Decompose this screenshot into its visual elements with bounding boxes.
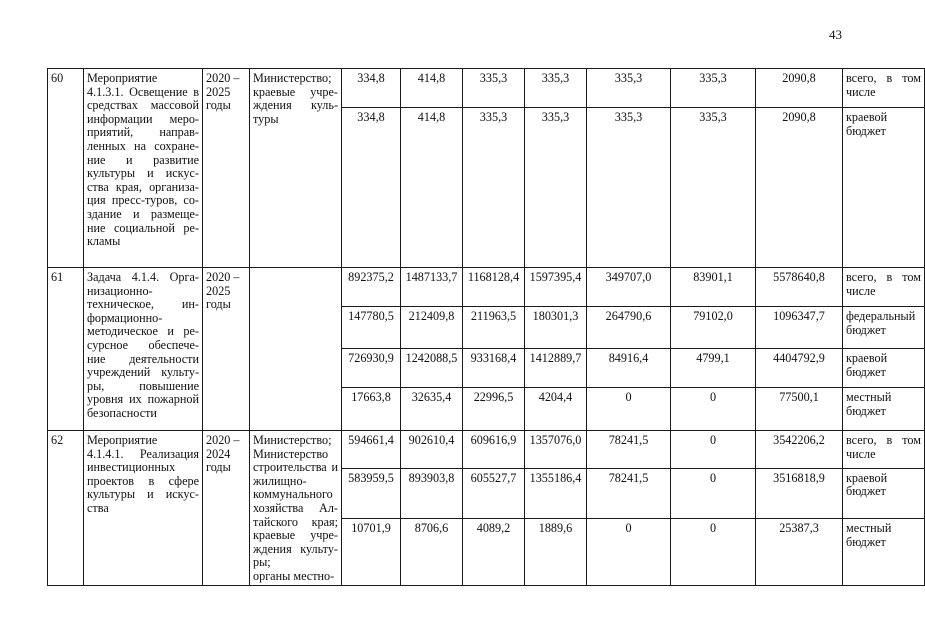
year-2021-value: 893903,8 (401, 468, 463, 518)
table-row (48, 69, 925, 108)
funding-source-line: краевой (846, 110, 888, 124)
year-2020-value: 17663,8 (342, 388, 401, 431)
year-2022-value: 335,3 (463, 108, 525, 268)
year-2022-value: 211963,5 (463, 307, 525, 349)
executor-line: ры; (253, 555, 271, 570)
funding-source-line: бюджет (846, 364, 886, 379)
year-2022-value: 4089,2 (463, 519, 525, 585)
year-2020-value: 334,8 (342, 69, 401, 108)
page-number: 43 (829, 27, 842, 42)
activity-name-line: Мероприятие (87, 433, 158, 447)
total-value: 3516818,9 (756, 468, 843, 518)
activity-name-line: Задача 4.1.4. Орга- (87, 270, 199, 284)
activity-name (84, 268, 203, 431)
funding-source (843, 268, 925, 307)
year-2024-value: 78241,5 (587, 431, 671, 469)
year-2024-value: 0 (587, 519, 671, 585)
activity-name (84, 431, 203, 586)
funding-source-line: всего, в том (846, 270, 921, 284)
activity-name-line: техническое, ин- (87, 297, 199, 312)
year-2023-value: 1412889,7 (525, 349, 587, 388)
year-2021-value: 414,8 (401, 69, 463, 108)
executor-line: тайского края; (253, 514, 338, 529)
executor-line: строительства и (253, 460, 338, 475)
activity-name-line: Мероприятие (87, 71, 158, 85)
activity-name-line: безопасности (87, 405, 157, 420)
activity-name-line: ства края, организа- (87, 179, 199, 194)
table-row (48, 431, 925, 469)
year-2020-value: 583959,5 (342, 468, 401, 518)
year-2025-value: 335,3 (671, 69, 756, 108)
activity-name-line: приятий, направ- (87, 125, 199, 140)
year-2022-value: 1168128,4 (463, 268, 525, 307)
executor-line: жилищно- (253, 473, 307, 488)
activity-name-line: низационно- (87, 283, 153, 298)
funding-source-line: бюджет (846, 322, 886, 337)
executor-line: краевые учре- (253, 84, 338, 99)
period (203, 69, 250, 268)
funding-source (843, 468, 925, 518)
funding-source (843, 431, 925, 469)
funding-source-line: бюджет (846, 123, 886, 138)
funding-source-line: всего, в том (846, 433, 921, 447)
activity-name-line: инвестиционных (87, 460, 176, 475)
activity-name-line: ние социальной ре- (87, 220, 199, 235)
executor (250, 69, 342, 268)
period-line: годы (206, 460, 231, 475)
year-2020-value: 147780,5 (342, 307, 401, 349)
funding-source-line: краевой (846, 470, 888, 485)
activity-name-line: ленных на сохране- (87, 138, 199, 153)
year-2025-value: 335,3 (671, 108, 756, 268)
funding-source-line: местный (846, 390, 892, 404)
funding-source-line: бюджет (846, 484, 886, 499)
activity-name-line: кламы (87, 234, 121, 249)
period-line: 2025 (206, 84, 231, 99)
year-2023-value: 4204,4 (525, 388, 587, 431)
year-2021-value: 1242088,5 (401, 349, 463, 388)
year-2024-value: 335,3 (587, 69, 671, 108)
table-body (48, 69, 925, 586)
year-2022-value: 609616,9 (463, 431, 525, 469)
year-2023-value: 1357076,0 (525, 431, 587, 469)
total-value: 1096347,7 (756, 307, 843, 349)
year-2021-value: 1487133,7 (401, 268, 463, 307)
activity-name-line: информации меро- (87, 111, 199, 126)
year-2022-value: 22996,5 (463, 388, 525, 431)
period-line: 2020 – (206, 71, 240, 85)
year-2025-value: 0 (671, 468, 756, 518)
year-2021-value: 414,8 (401, 108, 463, 268)
funding-source (843, 388, 925, 431)
year-2024-value: 84916,4 (587, 349, 671, 388)
activity-name-line: уровня их пожарной (87, 392, 199, 407)
year-2023-value: 180301,3 (525, 307, 587, 349)
year-2020-value: 594661,4 (342, 431, 401, 469)
activity-name-line: сурсное обеспече- (87, 337, 199, 352)
funding-source (843, 307, 925, 349)
year-2023-value: 335,3 (525, 69, 587, 108)
executor-line: туры (253, 111, 279, 126)
funding-source-line: бюджет (846, 534, 886, 549)
year-2022-value: 335,3 (463, 69, 525, 108)
activity-name-line: 4.1.3.1. Освещение в (87, 84, 199, 99)
period-line: 2020 – (206, 433, 240, 447)
year-2023-value: 335,3 (525, 108, 587, 268)
activity-name-line: учреждений культу- (87, 365, 199, 380)
activity-name-line: средствах массовой (87, 98, 199, 113)
year-2025-value: 4799,1 (671, 349, 756, 388)
budget-table (47, 68, 925, 586)
total-value: 4404792,9 (756, 349, 843, 388)
funding-source-line: числе (846, 283, 876, 298)
period-line: 2025 (206, 283, 231, 298)
funding-source-line: краевой (846, 351, 888, 365)
funding-source-line: местный (846, 521, 892, 536)
activity-name-line: проектов в сфере (87, 473, 199, 488)
year-2021-value: 32635,4 (401, 388, 463, 431)
period (203, 431, 250, 586)
funding-source-line: числе (846, 84, 876, 99)
row-number: 62 (48, 431, 84, 586)
total-value: 77500,1 (756, 388, 843, 431)
executor-line: краевые учре- (253, 528, 338, 543)
executor (250, 268, 342, 431)
period-line: 2024 (206, 446, 231, 461)
year-2021-value: 212409,8 (401, 307, 463, 349)
year-2025-value: 79102,0 (671, 307, 756, 349)
total-value: 3542206,2 (756, 431, 843, 469)
executor-line: ждения культу- (253, 541, 338, 556)
total-value: 2090,8 (756, 69, 843, 108)
year-2025-value: 83901,1 (671, 268, 756, 307)
year-2023-value: 1597395,4 (525, 268, 587, 307)
activity-name-line: здание и размеще- (87, 206, 199, 221)
funding-source (843, 69, 925, 108)
executor-line: Министерство (253, 446, 329, 461)
total-value: 25387,3 (756, 519, 843, 585)
year-2024-value: 78241,5 (587, 468, 671, 518)
period (203, 268, 250, 431)
year-2020-value: 334,8 (342, 108, 401, 268)
total-value: 5578640,8 (756, 268, 843, 307)
executor-line: Министерство; (253, 71, 332, 85)
activity-name-line: ция пресс-туров, со- (87, 193, 199, 208)
activity-name-line: ние деятельности (87, 351, 199, 366)
year-2023-value: 1355186,4 (525, 468, 587, 518)
year-2021-value: 8706,6 (401, 519, 463, 585)
executor (250, 431, 342, 586)
funding-source-line: числе (846, 446, 876, 461)
executor-line: коммунального (253, 487, 333, 502)
year-2020-value: 726930,9 (342, 349, 401, 388)
executor-line: Министерство; (253, 433, 332, 447)
activity-name-line: 4.1.4.1. Реализация (87, 446, 199, 461)
activity-name-line: ры, повышение (87, 378, 199, 393)
executor-line: ждения куль- (253, 98, 338, 113)
year-2020-value: 10701,9 (342, 519, 401, 585)
activity-name-line: ства (87, 500, 109, 515)
year-2025-value: 0 (671, 519, 756, 585)
funding-source-line: всего, в том (846, 71, 921, 85)
funding-source (843, 108, 925, 268)
year-2024-value: 0 (587, 388, 671, 431)
period-line: годы (206, 297, 231, 312)
year-2020-value: 892375,2 (342, 268, 401, 307)
total-value: 2090,8 (756, 108, 843, 268)
activity-name-line: формационно- (87, 310, 163, 325)
activity-name-line: методическое и ре- (87, 324, 199, 339)
year-2022-value: 933168,4 (463, 349, 525, 388)
executor-line: органы местно- (253, 568, 335, 583)
year-2024-value: 335,3 (587, 108, 671, 268)
activity-name-line: ние и развитие (87, 152, 199, 167)
year-2023-value: 1889,6 (525, 519, 587, 585)
funding-source-line: бюджет (846, 403, 886, 418)
period-line: 2020 – (206, 270, 240, 284)
executor-line: хозяйства Ал- (253, 500, 338, 515)
table-row (48, 268, 925, 307)
funding-source-line: федеральный (846, 309, 916, 323)
funding-source (843, 519, 925, 585)
year-2024-value: 264790,6 (587, 307, 671, 349)
activity-name-line: культуры и искус- (87, 166, 199, 181)
year-2025-value: 0 (671, 431, 756, 469)
period-line: годы (206, 98, 231, 113)
funding-source (843, 349, 925, 388)
activity-name-line: культуры и искус- (87, 487, 199, 502)
year-2021-value: 902610,4 (401, 431, 463, 469)
row-number: 61 (48, 268, 84, 431)
year-2022-value: 605527,7 (463, 468, 525, 518)
year-2024-value: 349707,0 (587, 268, 671, 307)
year-2025-value: 0 (671, 388, 756, 431)
activity-name (84, 69, 203, 268)
row-number: 60 (48, 69, 84, 268)
